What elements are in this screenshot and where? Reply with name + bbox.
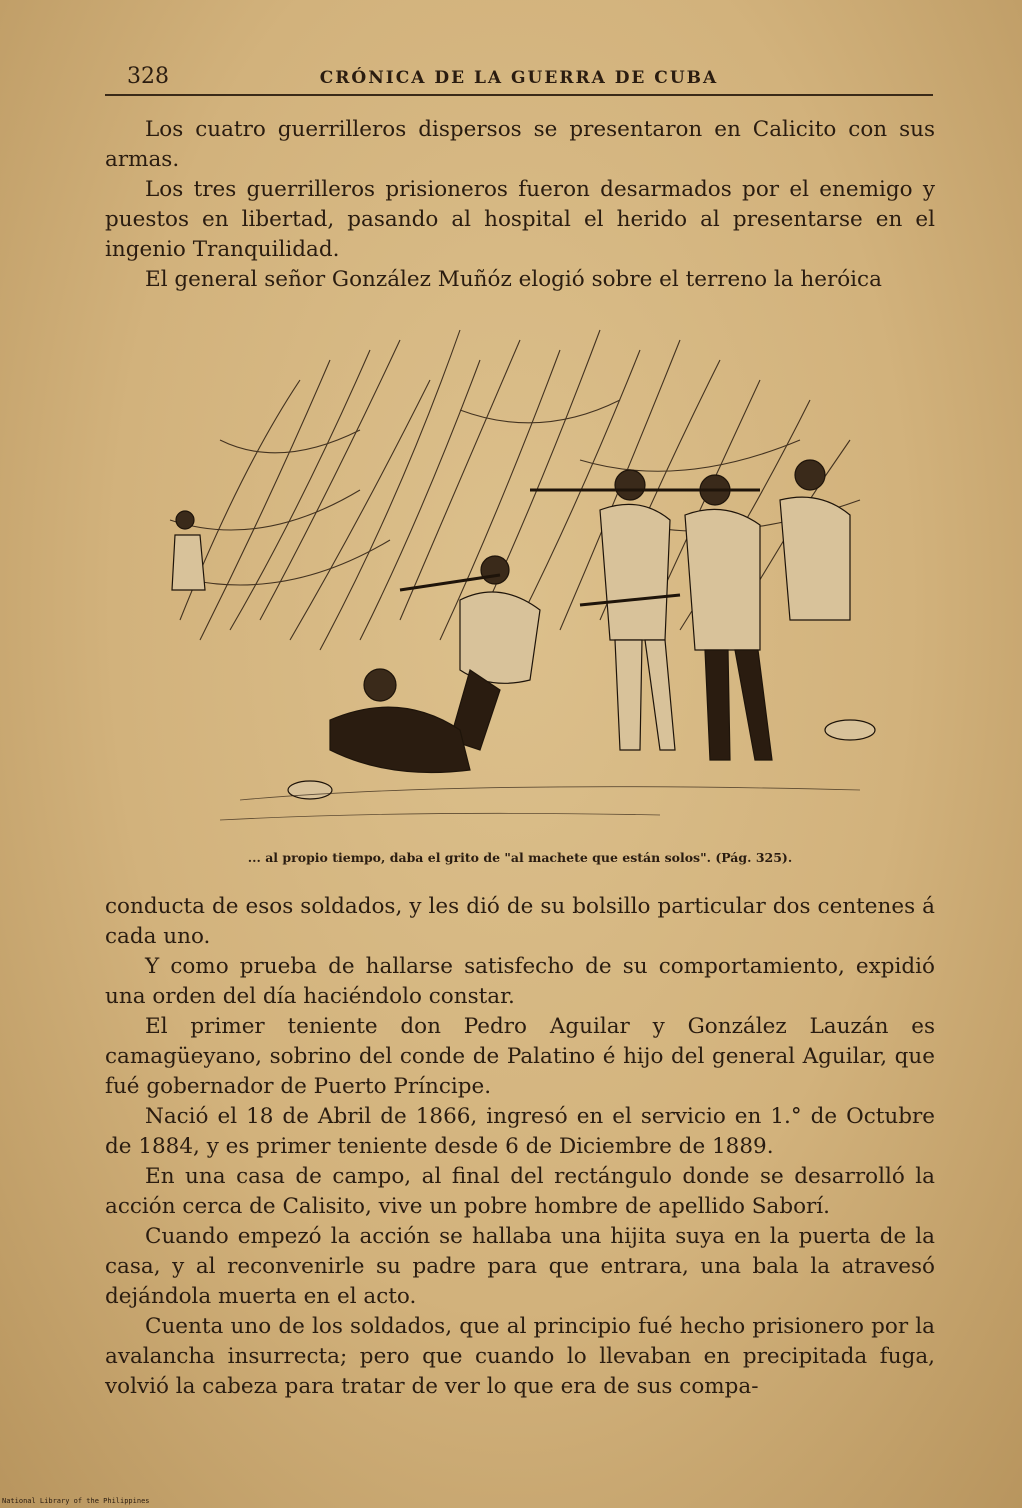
running-title: CRÓNICA DE LA GUERRA DE CUBA: [319, 68, 719, 88]
page-number: 328: [127, 64, 169, 89]
paragraph: El primer teniente don Pedro Aguilar y González Lauzán es camagüeyano, sobrino del conde de Palatino é hijo del general Aguilar, que fué gobernador de Puerto Príncipe.: [105, 1014, 935, 1099]
library-stamp: National Library of the Philippines: [2, 1497, 150, 1505]
figure-caption: ... al propio tiempo, daba el grito de "al machete que están solos". (Pág. 325).: [247, 850, 793, 865]
engraving-soldiers-in-cane: [160, 320, 880, 840]
paragraph: conducta de esos soldados, y les dió de su bolsillo particular dos centenes á cada uno.: [105, 894, 935, 949]
paragraph: Cuando empezó la acción se hallaba una hijita suya en la puerta de la casa, y al reconvenirle su padre para que entrara, una bala la atravesó dejándola muerta en el acto.: [105, 1224, 935, 1309]
paragraph: Y como prueba de hallarse satisfecho de su comportamiento, expidió una orden del día haciéndolo constar.: [105, 954, 935, 1009]
paragraph: Los tres guerrilleros prisioneros fueron desarmados por el enemigo y puestos en libertad, pasando al hospital el herido al presentarse en el ingenio Tranquilidad.: [105, 177, 935, 262]
paragraph: Nació el 18 de Abril de 1866, ingresó en el servicio en 1.° de Octubre de 1884, y es primer teniente desde 6 de Diciembre de 1889.: [105, 1104, 935, 1159]
paragraph: Cuenta uno de los soldados, que al principio fué hecho prisionero por la avalancha insurrecta; pero que cuando lo llevaban en precipitada fuga, volvió la cabeza para tratar de ver lo que era de sus compa-: [105, 1314, 935, 1399]
paragraph: Los cuatro guerrilleros dispersos se presentaron en Calicito con sus armas.: [105, 117, 935, 172]
engraving-illustration: [160, 320, 880, 840]
text-block-top: [105, 115, 935, 295]
paragraph: El general señor González Muñóz elogió sobre el terreno la heróica: [145, 267, 882, 292]
page-header: [105, 62, 933, 96]
text-block-bottom: [105, 892, 935, 1402]
paragraph: En una casa de campo, al final del rectángulo donde se desarrolló la acción cerca de Calisito, vive un pobre hombre de apellido Saborí.: [105, 1164, 935, 1219]
